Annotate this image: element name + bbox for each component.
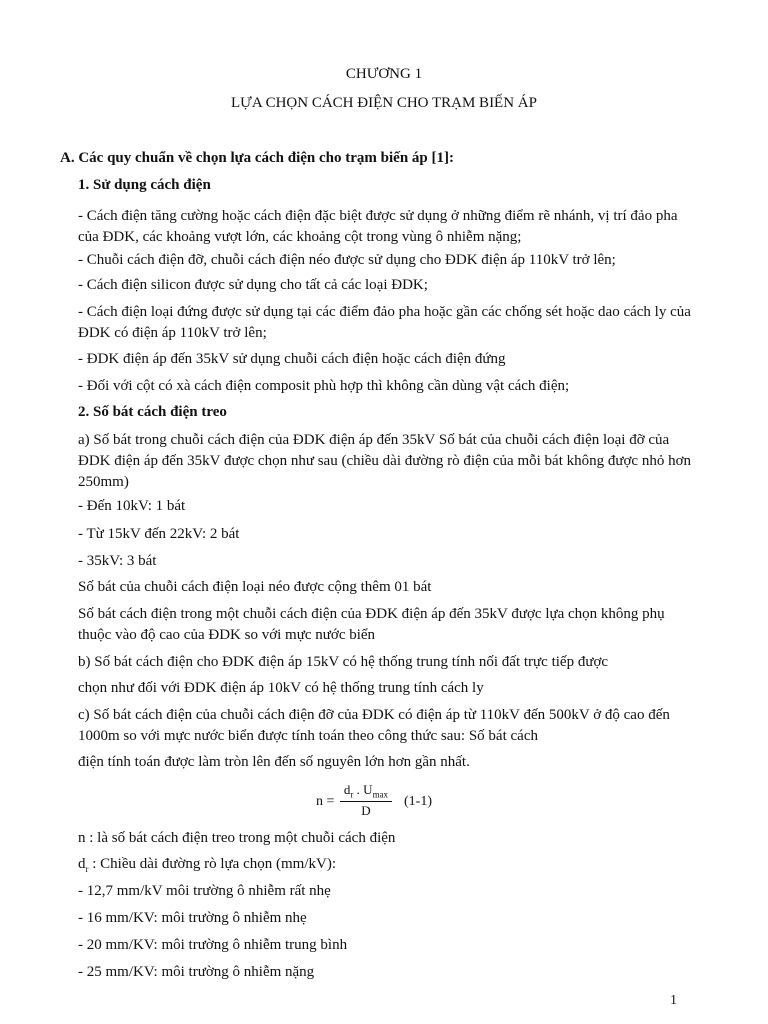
paragraph: Số bát của chuỗi cách điện loại néo được cộng thêm 01 bát	[78, 579, 432, 595]
list-item: - 25 mm/KV: môi trường ô nhiễm nặng	[78, 964, 315, 980]
formula-numerator: $d_r$ . $U_{max}$	[340, 782, 392, 802]
formula-denominator: D	[361, 802, 371, 818]
paragraph: a) Số bát trong chuỗi cách điện của ĐDK điện áp đến 35kV Số bát của chuỗi cách điện loại đỡ của ĐDK điện áp đến 35kV được chọn như sau (chiều dài đường rò điện của mỗi bát không được nhỏ hơn 250mm)	[78, 432, 692, 490]
paragraph: c) Số bát cách điện của chuỗi cách điện đỡ của ĐDK có điện áp từ 110kV đến 500kV ở độ cao đến 1000m so với mực nước biển được tính toán theo công thức sau: Số bát cách	[78, 707, 670, 744]
paragraph: b) Số bát cách điện cho ĐDK điện áp 15kV có hệ thống trung tính nối đất trực tiếp được	[78, 654, 609, 670]
subsection-2-heading: 2. Số bát cách điện treo	[78, 404, 227, 420]
section-a-heading: A. Các quy chuẩn về chọn lựa cách điện cho trạm biến áp [1]:	[60, 150, 455, 166]
paragraph: điện tính toán được làm tròn lên đến số nguyên lớn hơn gần nhất.	[78, 754, 470, 770]
chapter-heading: CHƯƠNG 1	[345, 66, 423, 82]
list-item: - Đến 10kV: 1 bát	[78, 498, 186, 514]
chapter-title: LỰA CHỌN CÁCH ĐIỆN CHO TRẠM BIẾN ÁP	[231, 95, 537, 111]
list-item: - 16 mm/KV: môi trường ô nhiễm nhẹ	[78, 910, 307, 926]
list-item: - Từ 15kV đến 22kV: 2 bát	[78, 526, 240, 542]
list-item: - 20 mm/KV: môi trường ô nhiễm trung bình	[78, 937, 348, 953]
page-number: 1	[670, 993, 677, 1008]
paragraph: - Chuỗi cách điện đỡ, chuỗi cách điện néo được sử dụng cho ĐDK điện áp 110kV trở lên;	[78, 252, 616, 268]
paragraph: - ĐDK điện áp đến 35kV sử dụng chuỗi cách điện hoặc cách điện đứng	[78, 351, 506, 367]
paragraph: Số bát cách điện trong một chuỗi cách điện của ĐDK điện áp đến 35kV được lựa chọn không phụ thuộc vào độ cao của ĐDK so với mực nước biển	[78, 606, 665, 643]
paragraph: chọn như đối với ĐDK điện áp 10kV có hệ thống trung tính cách ly	[78, 680, 484, 696]
paragraph: - Cách điện tăng cường hoặc cách điện đặc biệt được sử dụng ở những điểm rẽ nhánh, vị trí đảo pha của ĐDK, các khoảng vượt lớn, các khoảng cột trong vùng ô nhiễm nặng;	[78, 208, 678, 245]
subsection-1-heading: 1. Sử dụng cách điện	[78, 177, 211, 193]
paragraph: - Cách điện silicon được sử dụng cho tất cả các loại ĐDK;	[78, 277, 428, 293]
list-item: - 35kV: 3 bát	[78, 553, 157, 569]
paragraph: n : là số bát cách điện treo trong một chuỗi cách điện	[78, 830, 396, 846]
formula-fraction	[340, 782, 392, 819]
list-item: - 12,7 mm/kV môi trường ô nhiễm rất nhẹ	[78, 883, 331, 899]
formula-1-1	[316, 782, 466, 822]
equation-number: (1-1)	[404, 794, 432, 809]
formula-lhs: n =	[316, 794, 335, 809]
paragraph: - Cách điện loại đứng được sử dụng tại các điểm đảo pha hoặc gần các chống sét hoặc dao cách ly của ĐDK có điện áp 110kV trở lên;	[78, 304, 691, 341]
paragraph: - Đối với cột có xà cách điện composit phù hợp thì không cần dùng vật cách điện;	[78, 378, 570, 394]
paragraph: $d_r$ : Chiều dài đường rò lựa chọn (mm/kV):	[78, 856, 336, 874]
